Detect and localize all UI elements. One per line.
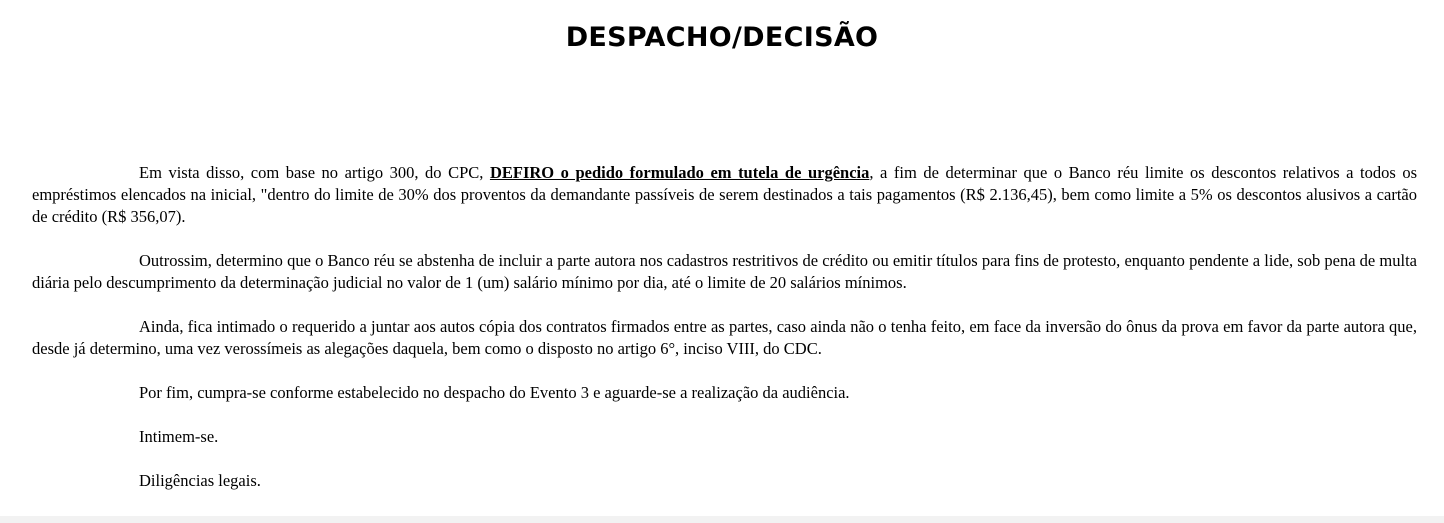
paragraph-deferral-lead: Em vista disso, com base no artigo 300, do CPC, <box>139 163 490 182</box>
paragraph-abstention: Outrossim, determino que o Banco réu se abstenha de incluir a parte autora nos cadastros restritivos de crédito ou emitir títulos para fins de protesto, enquanto pendente a lide, sob pena de multa diária pelo descumprimento da determinação judicial no valor de 1 (um) salário mínimo por dia, até o limite de 20 salários mínimos. <box>32 251 1417 292</box>
paragraph-diligences: Diligências legais. <box>139 471 261 490</box>
paragraph-compliance: Por fim, cumpra-se conforme estabelecido no despacho do Evento 3 e aguarde-se a realização da audiência. <box>139 383 850 402</box>
paragraph-deferral-rest: , a fim de determinar que o Banco réu limite os descontos relativos a todos os empréstimos elencados na inicial, "dentro do limite de 30% dos proventos da demandante passíveis de serem destinados a tais pagamentos (R$ 2.136,45), bem como limite a 5% os descontos alusivos a cartão de crédito (R$ 356,07). <box>32 163 1417 226</box>
paragraph-intimation: Intimem-se. <box>139 427 219 446</box>
paragraph-deferral <box>32 162 1417 228</box>
paragraph-contracts: Ainda, fica intimado o requerido a juntar aos autos cópia dos contratos firmados entre as partes, caso ainda não o tenha feito, em face da inversão do ônus da prova em favor da parte autora que, desde já determino, uma vez verossímeis as alegações daquela, bem como o disposto no artigo 6°, inciso VIII, do CDC. <box>32 317 1417 358</box>
document-title: DESPACHO/DECISÃO <box>565 22 879 53</box>
deferral-emphasis: DEFIRO o pedido formulado em tutela de urgência <box>489 163 870 182</box>
document-body <box>32 162 1417 492</box>
page-bottom-edge <box>0 516 1444 523</box>
